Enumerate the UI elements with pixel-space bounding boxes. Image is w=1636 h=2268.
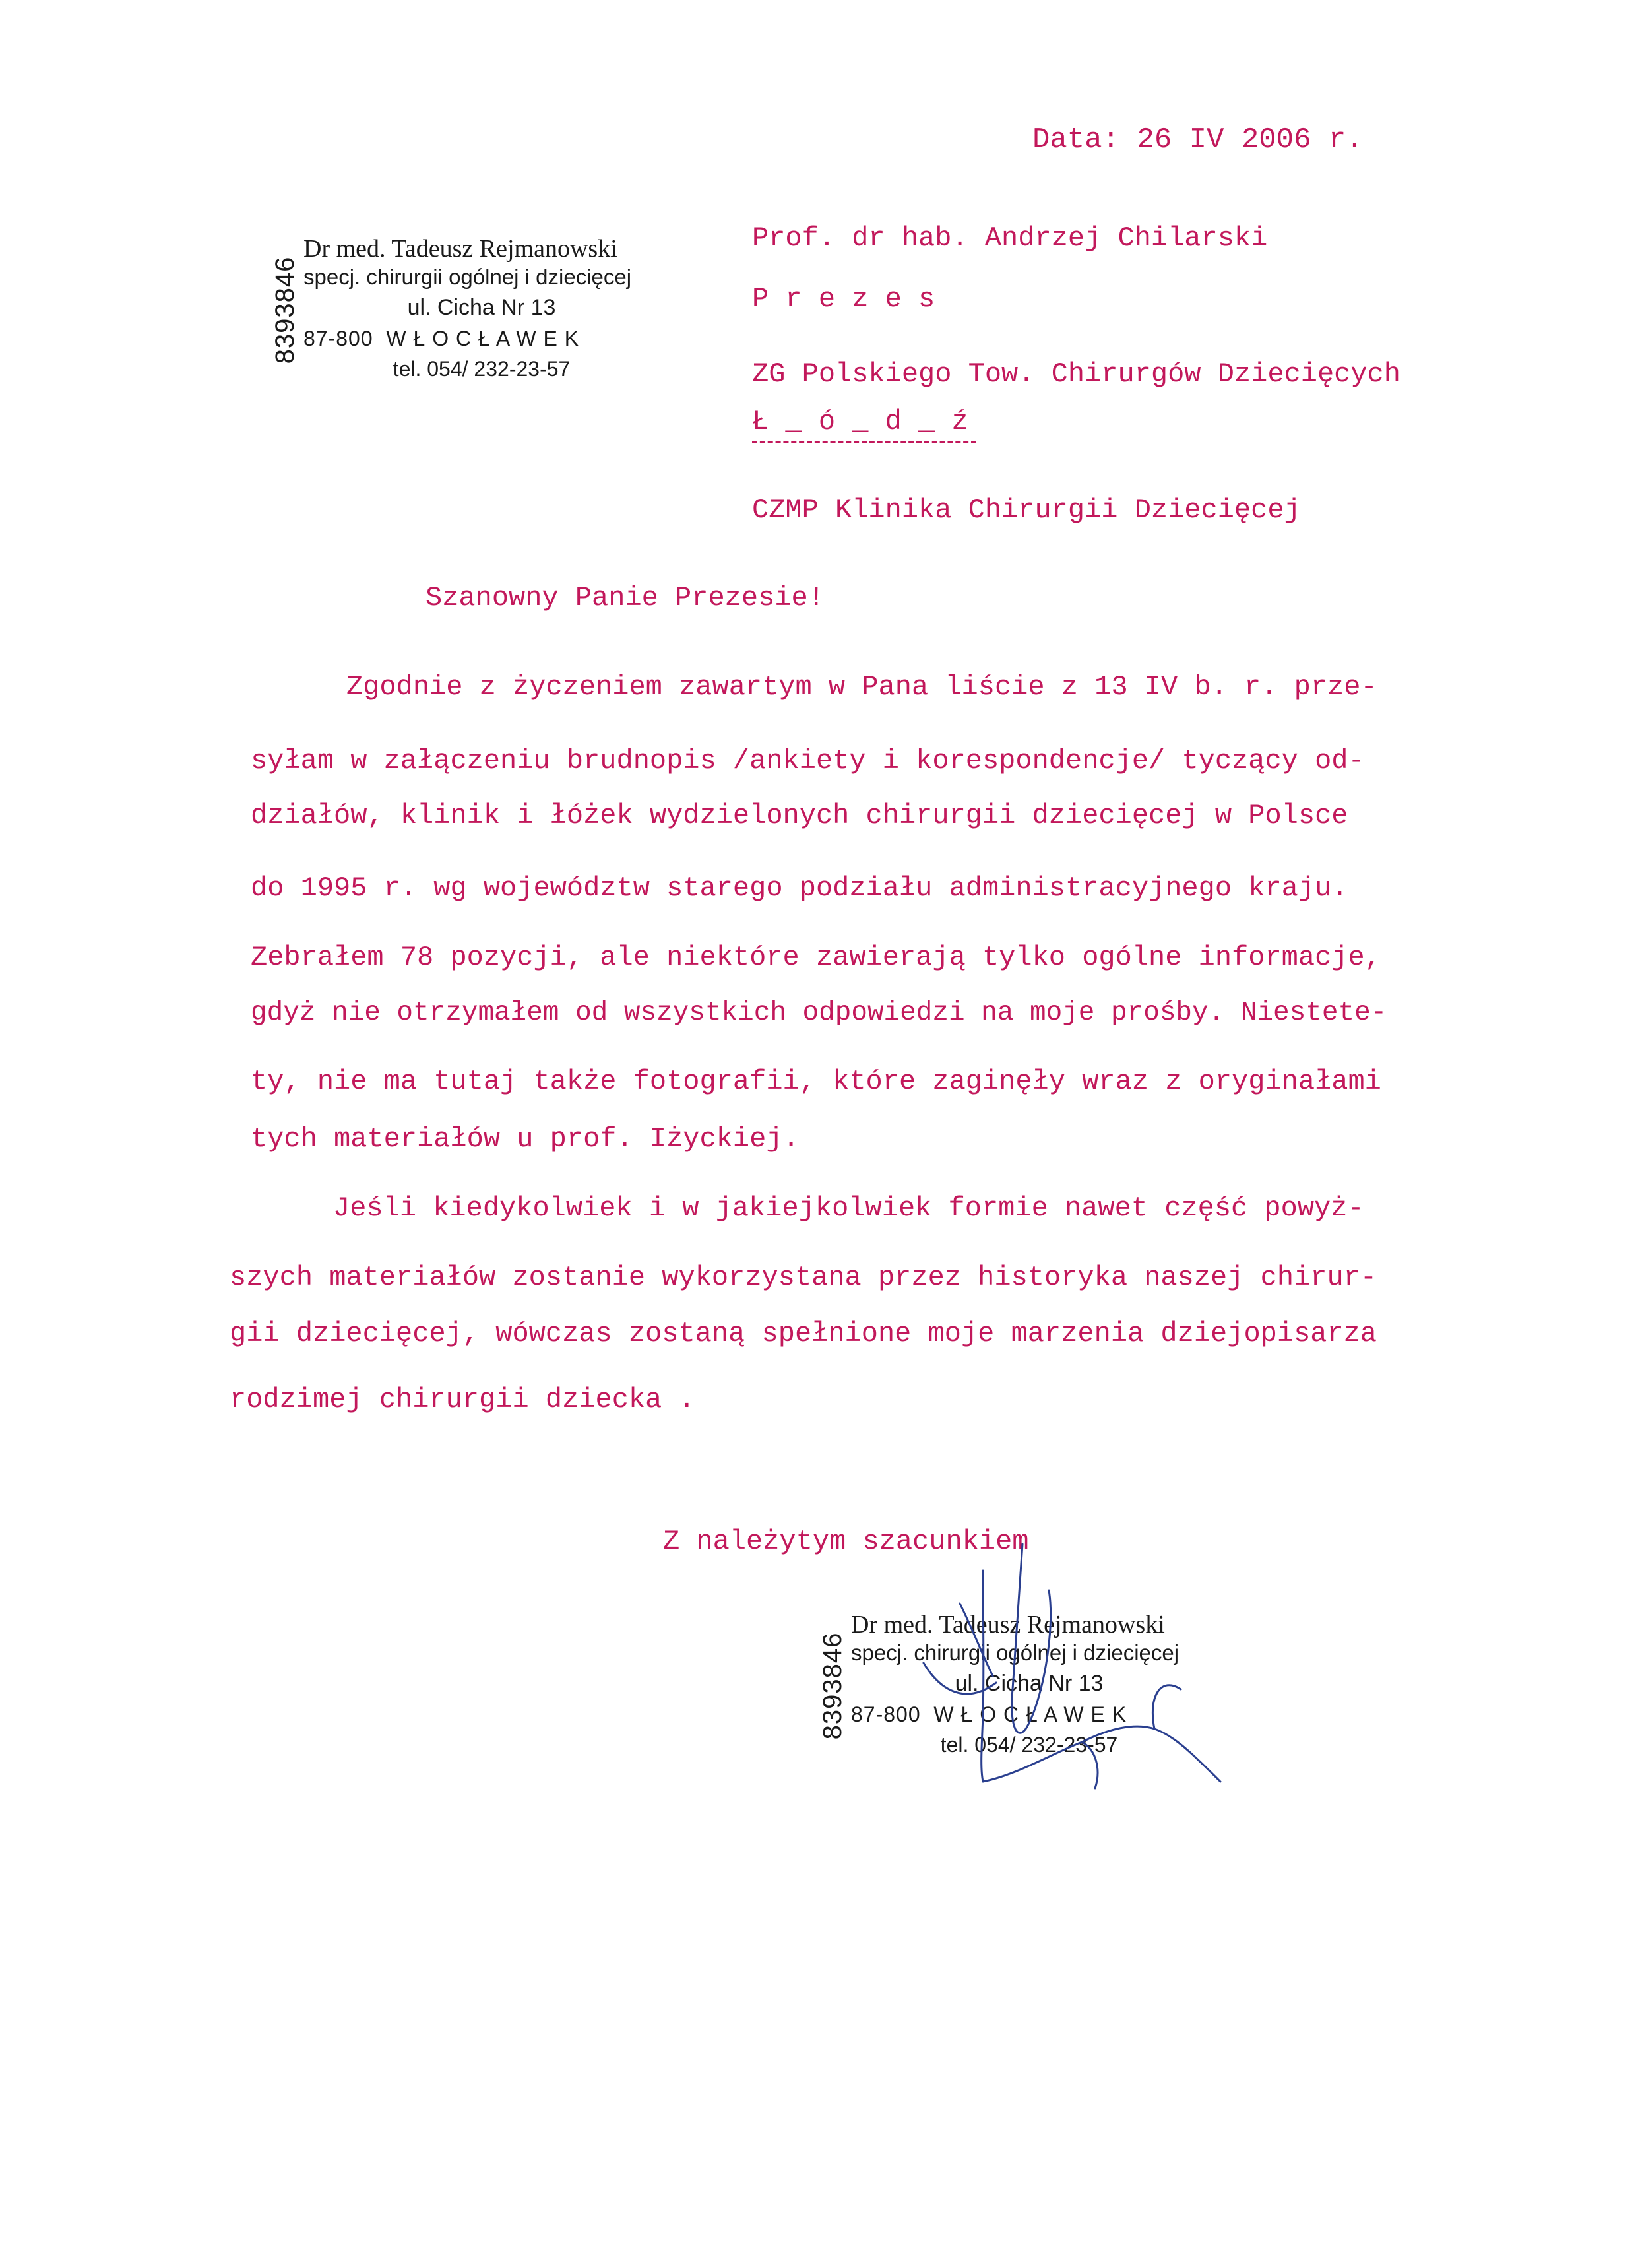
body-line: rodzimej chirurgii dziecka . bbox=[230, 1384, 695, 1415]
letterhead-stamp bbox=[270, 234, 679, 386]
recipient-name: Prof. dr hab. Andrzej Chilarski bbox=[752, 222, 1268, 254]
body-line: Jeśli kiedykolwiek i w jakiejkolwiek formie nawet część powyż- bbox=[333, 1192, 1364, 1224]
body-line: szych materiałów zostanie wykorzystana przez historyka naszej chirur- bbox=[230, 1262, 1377, 1293]
stamp-city: 87-800 W Ł O C Ł A W E K bbox=[851, 1702, 1127, 1726]
stamp-specialty: specj. chirurgii ogólnej i dziecięcej bbox=[303, 265, 632, 289]
body-line: gii dziecięcej, wówczas zostaną spełnione moje marzenia dziejopisarza bbox=[230, 1318, 1377, 1349]
stamp-specialty: specj. chirurgii ogólnej i dziecięcej bbox=[851, 1640, 1180, 1665]
stamp-name: Dr med. Tadeusz Rejmanowski bbox=[303, 235, 617, 263]
body-line: gdyż nie otrzymałem od wszystkich odpowiedzi na moje prośby. Niestete- bbox=[251, 998, 1387, 1028]
recipient-city: Ł _ ó _ d _ ź bbox=[752, 406, 968, 437]
handwritten-signature bbox=[884, 1531, 1240, 1808]
body-line: tych materiałów u prof. Iżyckiej. bbox=[251, 1123, 800, 1155]
city-underline bbox=[752, 441, 976, 443]
recipient-clinic: CZMP Klinika Chirurgii Dziecięcej bbox=[752, 494, 1301, 526]
stamp-number: 8393846 bbox=[270, 256, 299, 364]
stamp-city: 87-800 W Ł O C Ł A W E K bbox=[303, 327, 580, 350]
salutation: Szanowny Panie Prezesie! bbox=[425, 582, 825, 614]
body-line: syłam w załączeniu brudnopis /ankiety i korespondencje/ tyczący od- bbox=[251, 745, 1365, 777]
recipient-organization: ZG Polskiego Tow. Chirurgów Dziecięcych bbox=[752, 358, 1400, 390]
stamp-name: Dr med. Tadeusz Rejmanowski bbox=[851, 1611, 1165, 1638]
stamp-street: ul. Cicha Nr 13 bbox=[955, 1671, 1104, 1696]
body-line: Zgodnie z życzeniem zawartym w Pana liście z 13 IV b. r. prze- bbox=[346, 671, 1377, 703]
body-line: Zebrałem 78 pozycji, ale niektóre zawierają tylko ogólne informacje, bbox=[251, 942, 1381, 973]
stamp-street: ul. Cicha Nr 13 bbox=[407, 295, 556, 320]
body-line: do 1995 r. wg województw starego podziału administracyjnego kraju. bbox=[251, 872, 1348, 904]
stamp-phone: tel. 054/ 232-23-57 bbox=[393, 357, 571, 381]
date-line: Data: 26 IV 2006 r. bbox=[1032, 123, 1364, 156]
stamp-phone: tel. 054/ 232-23-57 bbox=[940, 1733, 1118, 1757]
closing: Z należytym szacunkiem bbox=[663, 1526, 1029, 1557]
body-line: działów, klinik i łóżek wydzielonych chirurgii dziecięcej w Polsce bbox=[251, 800, 1348, 831]
stamp-number: 8393846 bbox=[818, 1632, 847, 1740]
recipient-title: P r e z e s bbox=[752, 283, 935, 315]
body-line: ty, nie ma tutaj także fotografii, które zaginęły wraz z oryginałami bbox=[251, 1066, 1381, 1097]
